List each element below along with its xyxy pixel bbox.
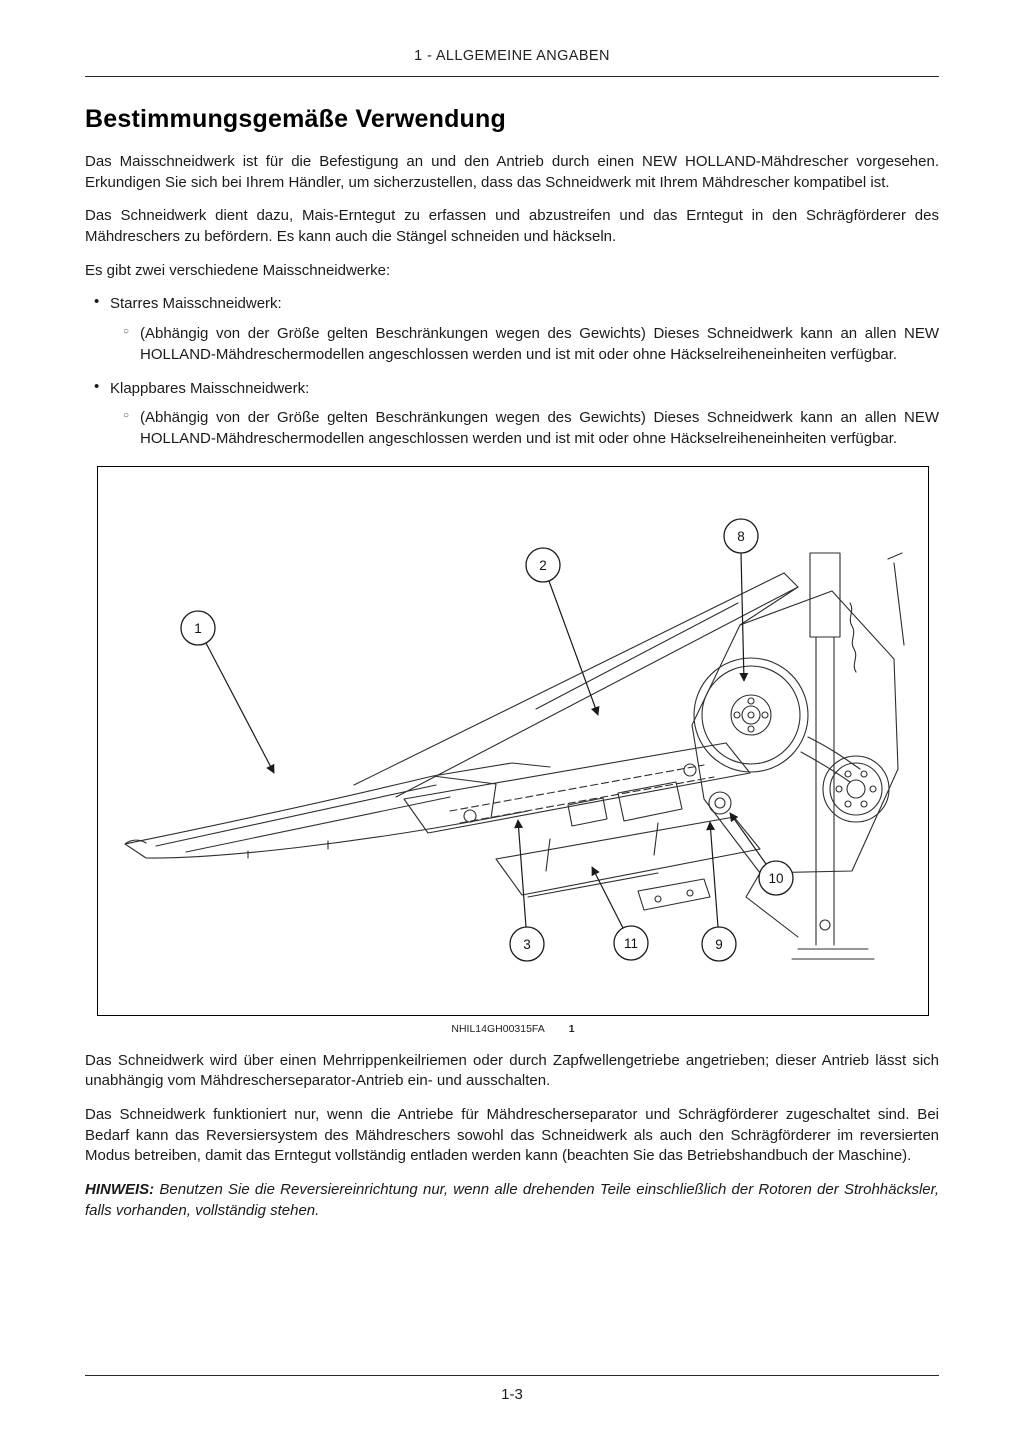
sub-list-item xyxy=(123,324,939,365)
note-text: Benutzen Sie die Reversiereinrichtung nur, wenn alle drehenden Teile einschließlich der Rotoren der Strohhäcksler, falls vorhanden, vollständig stehen. xyxy=(85,1181,939,1219)
corn-header-line-drawing xyxy=(98,467,928,1015)
svg-text:3: 3 xyxy=(523,936,531,952)
page-number: 1-3 xyxy=(501,1386,523,1403)
note xyxy=(85,1180,939,1221)
figure-caption-number: 1 xyxy=(568,1022,575,1035)
sub-list xyxy=(110,324,939,365)
svg-text:11: 11 xyxy=(623,935,639,951)
list-item-label: • Klappbares Maisschneidwerk: xyxy=(110,379,310,397)
page-footer xyxy=(85,1375,939,1403)
callout-10 xyxy=(759,861,793,895)
figure-caption-code: NHIL14GH00315FA xyxy=(451,1022,545,1035)
callout-9 xyxy=(702,927,736,961)
page-content xyxy=(85,105,939,1221)
paragraph-5: Das Schneidwerk funktioniert nur, wenn die Antriebe für Mähdrescherseparator und Schrägförderer zugeschaltet sind. Bei Bedarf kann das Reversiersystem des Mähdreschers sowohl das Schneidwerk als auch den Schrägförderer im reversierten Modus betreiben, damit das Erntegut vollständig entladen werden kann (beachten Sie das Betriebshandbuch der Maschine). xyxy=(85,1105,939,1165)
header-rule xyxy=(85,76,939,77)
sub-list-text: ○ (Abhängig von der Größe gelten Beschränkungen wegen des Gewichts) Dieses Schneidwerk kann an allen NEW HOLLAND-Mähdreschermodellen angeschlossen werden und ist mit oder ohne Häckselreiheneinheiten verfügbar. xyxy=(140,409,939,447)
svg-text:9: 9 xyxy=(715,936,723,952)
paragraph-3: Es gibt zwei verschiedene Maisschneidwerke: xyxy=(85,261,391,279)
callout-leader-lines xyxy=(206,553,766,928)
figure-corn-header-diagram xyxy=(97,466,929,1035)
svg-text:8: 8 xyxy=(737,528,745,544)
callout-8 xyxy=(724,519,758,553)
section-title: Bestimmungsgemäße Verwendung xyxy=(85,105,506,133)
page-header xyxy=(85,0,939,77)
svg-text:2: 2 xyxy=(539,557,547,573)
footer-rule xyxy=(85,1375,939,1376)
callout-1 xyxy=(181,611,215,645)
sub-list-text: ○ (Abhängig von der Größe gelten Beschränkungen wegen des Gewichts) Dieses Schneidwerk kann an allen NEW HOLLAND-Mähdreschermodellen angeschlossen werden und ist mit oder ohne Häckselreiheneinheiten verfügbar. xyxy=(140,325,939,363)
svg-text:10: 10 xyxy=(768,870,784,886)
paragraph-2: Das Schneidwerk dient dazu, Mais-Erntegut zu erfassen und abzustreifen und das Erntegut in den Schrägförderer des Mähdreschers zu befördern. Es kann auch die Stängel schneiden und häckseln. xyxy=(85,207,939,246)
machine-drawing xyxy=(125,553,904,959)
sub-list-item xyxy=(123,408,939,449)
callout-3 xyxy=(510,927,544,961)
note-label: HINWEIS: xyxy=(85,1181,155,1198)
paragraph-1: Das Maisschneidwerk ist für die Befestigung an und den Antrieb durch einen NEW HOLLAND-Mähdrescher vorgesehen. Erkundigen Sie sich bei Ihrem Händler, um sicherzustellen, dass das Schneidwerk mit Ihrem Mähdrescher kompatibel ist. xyxy=(85,153,939,191)
list-item-rigid-header xyxy=(85,294,939,365)
callout-2 xyxy=(526,548,560,582)
figure-frame xyxy=(97,466,929,1016)
svg-text:1: 1 xyxy=(194,620,202,636)
header-type-list xyxy=(85,294,939,449)
list-item-label: • Starres Maisschneidwerk: xyxy=(110,295,282,313)
paragraph-4: Das Schneidwerk wird über einen Mehrrippenkeilriemen oder durch Zapfwellengetriebe angetrieben; dieser Antrieb lässt sich unabhängig vom Mähdrescherseparator-Antrieb ein- und ausschalten. xyxy=(85,1051,939,1090)
list-item-foldable-header xyxy=(85,379,939,450)
sub-list xyxy=(110,408,939,449)
chapter-header: 1 - ALLGEMEINE ANGABEN xyxy=(414,48,610,64)
figure-caption xyxy=(97,1023,929,1035)
callout-11 xyxy=(614,926,648,960)
